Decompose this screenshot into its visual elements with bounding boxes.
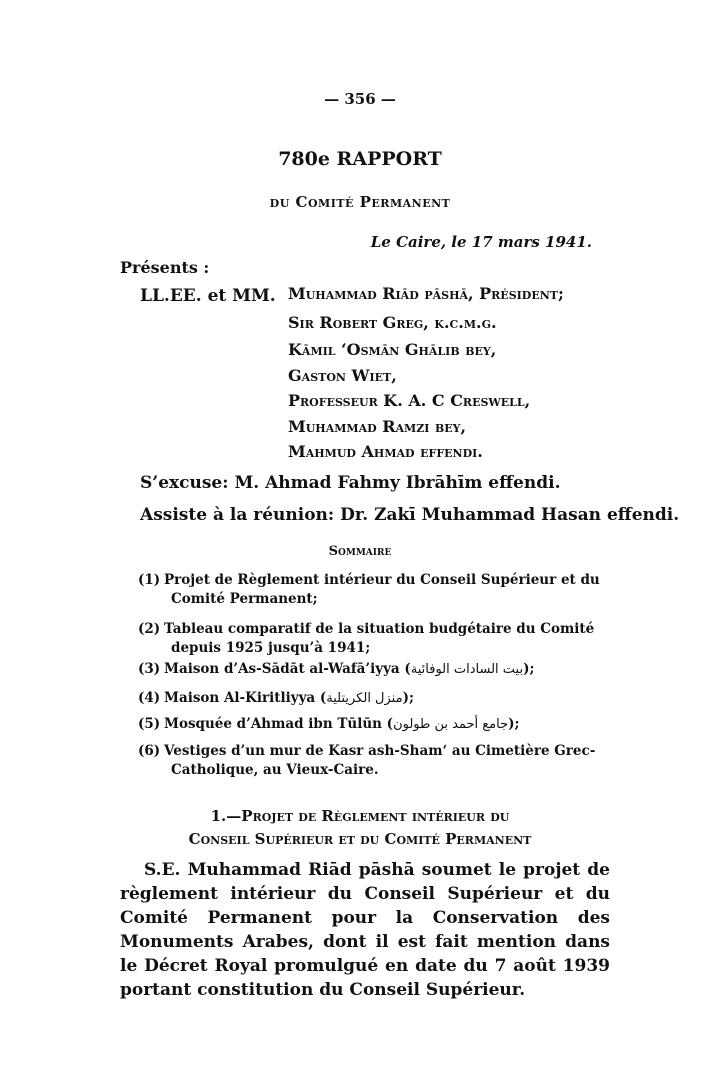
- report-title: 780e RAPPORT: [278, 148, 442, 170]
- summary-item-number: (6): [138, 743, 161, 759]
- summary-item-3: [138, 660, 608, 679]
- summary-item-after: );: [402, 690, 414, 706]
- summary-item-text: Tableau comparatif de la situation budgétaire du Comité: [164, 621, 595, 637]
- summary-item-text: Mosquée d’Ahmad ibn Tūlūn (: [164, 716, 394, 732]
- summary-item-text: Projet de Règlement intérieur du Conseil Supérieur et du: [164, 572, 600, 588]
- attends-line: Assiste à la réunion: Dr. Zakī Muhammad Hasan effendi.: [140, 505, 680, 525]
- member-7: Mahmud Ahmad effendi.: [288, 442, 483, 461]
- summary-item-number: (4): [138, 690, 161, 706]
- summary-item-number: (5): [138, 716, 161, 732]
- summary-item-arabic: منزل الكريتلية: [326, 691, 403, 706]
- member-6: Muhammad Ramzi bey,: [288, 417, 467, 436]
- page-number: — 356 —: [324, 90, 396, 108]
- section-heading: [0, 805, 720, 851]
- summary-item-text: Maison Al-Kiritliyya (: [164, 690, 327, 706]
- summary-heading: Sommaire: [328, 544, 392, 559]
- summary-item-continuation: Comité Permanent;: [171, 591, 318, 607]
- member-5: Professeur K. A. C Creswell,: [288, 391, 531, 410]
- summary-item-1: [138, 571, 608, 609]
- summary-item-4: [138, 689, 608, 708]
- excuse-line: S’excuse: M. Ahmad Fahmy Ibrāhīm effendi.: [140, 473, 561, 493]
- report-subtitle: du Comité Permanent: [269, 193, 451, 211]
- member-3: Kāmil ‘Osmān Ghālib bey,: [288, 340, 497, 359]
- presents-label: Présents :: [120, 258, 210, 277]
- summary-item-number: (3): [138, 661, 161, 677]
- place-date: Le Caire, le 17 mars 1941.: [370, 233, 592, 251]
- summary-item-text: Vestiges d’un mur de Kasr ash-Sham‘ au Cimetière Grec-: [164, 743, 596, 759]
- summary-item-5: [138, 715, 608, 734]
- member-2: Sir Robert Greg, k.c.m.g.: [288, 313, 497, 332]
- section-heading-line-1: 1.—Projet de Règlement intérieur du: [210, 807, 510, 825]
- summary-item-continuation: depuis 1925 jusqu’à 1941;: [171, 640, 371, 656]
- summary-item-after: );: [523, 661, 535, 677]
- summary-item-text: Maison d’As-Sādāt al-Wafā’iyya (: [164, 661, 411, 677]
- member-4: Gaston Wiet,: [288, 366, 397, 385]
- summary-item-arabic: بيت السادات الوفائية: [410, 662, 524, 677]
- members-prefix: LL.EE. et MM.: [140, 286, 276, 306]
- summary-item-number: (1): [138, 572, 161, 588]
- body-paragraph: S.E. Muhammad Riād pāshā soumet le projet de règlement intérieur du Conseil Supérieur et du Comité Permanent pour la Conservation des Monuments Arabes, dont il est fait mention dans le Décret Royal promulgué en date du 7 août 1939 portant constitution du Conseil Supérieur.: [120, 860, 610, 1000]
- summary-item-6: [138, 742, 608, 780]
- summary-item-continuation: Catholique, au Vieux-Caire.: [171, 762, 379, 778]
- section-heading-line-2: Conseil Supérieur et du Comité Permanent: [188, 830, 532, 848]
- summary-item-2: [138, 620, 608, 658]
- summary-item-arabic: جامع أحمد بن طولون: [393, 717, 509, 732]
- member-1: Muhammad Riād pāshā, Président;: [288, 284, 564, 303]
- summary-item-after: );: [508, 716, 520, 732]
- summary-item-number: (2): [138, 621, 161, 637]
